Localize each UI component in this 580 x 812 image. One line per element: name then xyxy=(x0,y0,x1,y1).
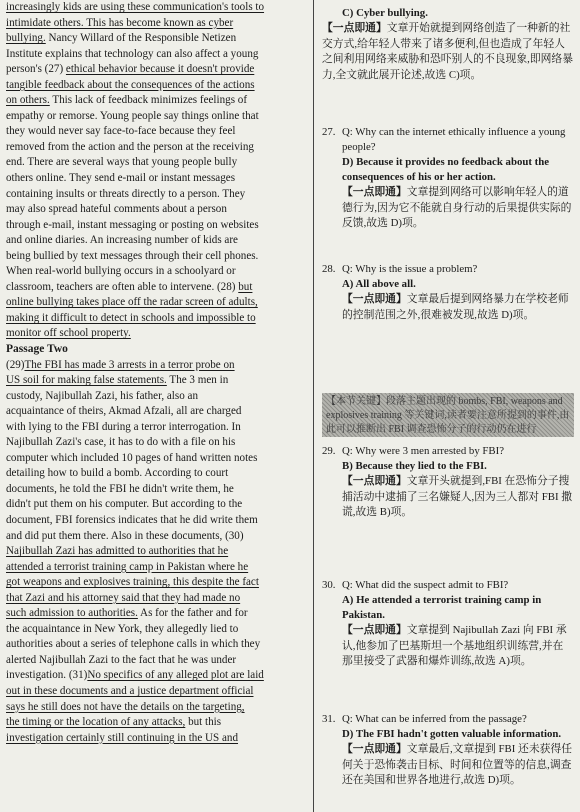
passage-line xyxy=(6,622,306,638)
question-text xyxy=(322,125,574,155)
passage-line xyxy=(6,202,306,218)
passage-line xyxy=(6,233,306,249)
passage-line xyxy=(6,606,306,622)
line-text: the timing or the location of any attacks, xyxy=(6,716,186,729)
passage-one-text xyxy=(6,0,306,342)
line-text: through e-mail, instant messaging or posting on websites xyxy=(6,218,259,231)
line-text: (29) xyxy=(6,358,25,371)
line-text: they would never say face-to-face because they feel xyxy=(6,125,236,138)
line-text-rest: The 3 men in xyxy=(166,374,229,387)
passage-line xyxy=(6,466,306,482)
line-text: alerted Najibullah Zazi to the fact that he was under xyxy=(6,653,237,666)
question-block-28 xyxy=(322,262,574,323)
passage-line xyxy=(6,280,306,296)
passage-line xyxy=(6,637,306,653)
line-text: monitor off school property. xyxy=(6,327,131,340)
line-text: with lying to the FBI during a terror interrogation. In xyxy=(6,420,241,433)
line-text: being bullied by text messages through their cell phones. xyxy=(6,249,259,262)
explanation-tag: 【一点即通】 xyxy=(342,475,407,487)
line-text-rest: but this xyxy=(185,716,222,729)
question-text xyxy=(322,444,574,459)
line-text: that Zazi and his attorney said that they had made no xyxy=(6,591,241,604)
answer-text: D) Because it provides no feedback about the consequences of his or her action. xyxy=(342,156,550,183)
passage-line xyxy=(6,358,306,374)
passage-line xyxy=(6,295,306,311)
explanation-text xyxy=(322,21,574,83)
question-body: Q: Why is the issue a problem? xyxy=(342,263,478,275)
passage-line xyxy=(6,715,306,731)
line-text: bullying. xyxy=(6,32,46,45)
passage-line xyxy=(6,482,306,498)
question-number: 29. xyxy=(322,445,336,457)
line-text: Najibullah Zazi has admitted to authorities that he xyxy=(6,545,229,558)
column-divider xyxy=(313,0,314,812)
passage-line xyxy=(6,420,306,436)
passage-line xyxy=(6,311,306,327)
question-block-31 xyxy=(322,712,574,789)
explanation-body: 文章提到网络可以影响年轻人的道德行为,因为它不能就自身行动的后果提供实际的反馈,故选 D)项。 xyxy=(342,186,572,229)
passage-line xyxy=(6,249,306,265)
passage-line xyxy=(6,451,306,467)
line-text: intimidate others. This has become known as cyber xyxy=(6,16,234,29)
passage-line xyxy=(6,700,306,716)
question-body: Q: Why were 3 men arrested by FBI? xyxy=(342,445,505,457)
line-text: investigation. (31) xyxy=(6,669,88,682)
passage-line xyxy=(6,62,306,78)
question-number: 28. xyxy=(322,263,336,275)
line-text: and did put them there. Also in these documents, (30) xyxy=(6,529,244,542)
explanation-text xyxy=(322,742,574,789)
line-text: computer which included 10 pages of hand written notes xyxy=(6,451,258,464)
question-block-29 xyxy=(322,444,574,521)
explanation-text xyxy=(322,474,574,521)
line-text: US soil for making false statements. xyxy=(6,374,167,387)
explanation-body: 文章最后,文章提到 FBI 还未获得任何关于恐怖袭击目标、时间和位置等的信息,调查还在美国和世界各地进行,故选 D)项。 xyxy=(342,743,573,786)
line-text: out in these documents and a justice department official xyxy=(6,685,254,698)
line-text: detailing how to build a bomb. According to court xyxy=(6,467,229,480)
line-text: When real-world bullying occurs in a schoolyard or xyxy=(6,265,236,278)
passage-line xyxy=(6,591,306,607)
question-block-30 xyxy=(322,578,574,670)
passage-line xyxy=(6,109,306,125)
passage-line xyxy=(6,373,306,389)
line-text: document, FBI forensics indicates that he did write them xyxy=(6,514,258,526)
passage-line xyxy=(6,47,306,63)
passage-line xyxy=(6,529,306,545)
passage-line xyxy=(6,155,306,171)
line-text: attended a terrorist training camp in Pakistan where he xyxy=(6,560,249,573)
explanation-text xyxy=(322,292,574,323)
line-text-underlined: this despite the fact xyxy=(170,576,259,589)
line-text: the acquaintance in New York, they allegedly lied to xyxy=(6,622,239,635)
passage-line xyxy=(6,264,306,280)
explanation-body: 文章开始就提到网络创造了一种新的社交方式,给年轻人带来了诸多便利,但也造成了年轻人之间利用网络来威胁和恐吓别人的不良现象,即网络暴力,全文就此展开论述,故选 C)项。 xyxy=(322,22,574,81)
line-text: and online diaries. An increasing number of kids are xyxy=(6,234,238,247)
passage-two-text xyxy=(6,358,306,747)
line-text: others online. They send e-mail or instant messages xyxy=(6,172,236,185)
line-text: end. There are several ways that young people bully xyxy=(6,156,238,169)
explanation-body: 文章开头就提到,FBI 在恐怖分子搜捕活动中逮捕了三名嫌疑人,因为三人都对 FBI 撒谎,故选 B)项。 xyxy=(342,475,573,518)
line-text-rest: As for the father and for xyxy=(137,607,248,620)
question-number: 27. xyxy=(322,126,336,138)
explanation-tag: 【一点即通】 xyxy=(342,293,407,305)
passage-column xyxy=(6,0,306,746)
passage-line xyxy=(6,544,306,560)
line-text: on others. xyxy=(6,94,50,107)
passage-line xyxy=(6,731,306,747)
line-text: online bullying takes place off the radar screen of adults, xyxy=(6,296,258,309)
question-text xyxy=(322,262,574,277)
answer-text: C) Cyber bullying. xyxy=(342,7,428,19)
line-text-underlined: The FBI has made 3 arrests in a terror probe on xyxy=(24,358,235,371)
answer-text: B) Because they lied to the FBI. xyxy=(342,460,487,472)
answer-text: A) All above all. xyxy=(342,278,416,290)
passage-two-heading: Passage Two xyxy=(6,343,68,356)
line-text: Najibullah Zazi's case, it has to do with a file on his xyxy=(6,436,236,449)
question-number: 31. xyxy=(322,713,336,725)
line-text: increasingly kids are using these communication's tools to xyxy=(6,1,265,13)
line-text: documents, he told the FBI he didn't write them, he xyxy=(6,482,234,495)
passage-line xyxy=(6,0,306,16)
line-text: removed from the action and the person at the receiving xyxy=(6,140,254,153)
passage-line xyxy=(6,31,306,47)
line-text: didn't put them on his computer. But according to the xyxy=(6,498,243,511)
passage-line xyxy=(6,218,306,234)
passage-line xyxy=(6,140,306,156)
line-text: authorities about a series of telephone calls in which they xyxy=(6,638,261,651)
line-text: Institute explains that technology can also affect a young xyxy=(6,47,259,60)
question-body: Q: What did the suspect admit to FBI? xyxy=(342,579,509,591)
line-text-underlined: ethical behavior because it doesn't provide xyxy=(65,63,255,76)
question-body: Q: What can be inferred from the passage? xyxy=(342,713,527,725)
line-text: says he still does not have the details on the targeting, xyxy=(6,700,245,713)
passage-line xyxy=(6,575,306,591)
passage-line xyxy=(6,326,306,342)
passage-line xyxy=(6,435,306,451)
answer-text: D) The FBI hadn't gotten valuable information. xyxy=(342,728,562,740)
line-text: got weapons and explosives training, xyxy=(6,576,171,589)
passage-line xyxy=(6,124,306,140)
line-text: person's (27) xyxy=(6,63,66,76)
question-block-27 xyxy=(322,125,574,232)
passage-line xyxy=(6,560,306,576)
answer-text: A) He attended a terrorist training camp in Pakistan. xyxy=(342,594,542,621)
passage-line xyxy=(6,684,306,700)
line-text-rest: Nancy Willard of the Responsible Netizen xyxy=(45,32,237,45)
passage-line xyxy=(6,497,306,513)
line-text: may also spread hateful comments about a person xyxy=(6,203,227,216)
explanation-body: 文章提到 Najibullah Zazi 向 FBI 承认,他参加了巴基斯坦一个基地组织训练营,并在那里接受了武器和爆炸训练,故选 A)项。 xyxy=(342,624,567,667)
explanation-tag: 【一点即通】 xyxy=(322,22,387,34)
question-body: Q: Why can the internet ethically influence a young people? xyxy=(342,126,566,153)
line-text-underlined: No specifics of any alleged plot are laid xyxy=(87,669,264,682)
passage-line xyxy=(6,16,306,32)
line-text-rest: This lack of feedback minimizes feelings of xyxy=(49,94,248,107)
passage-line xyxy=(6,93,306,109)
passage-line xyxy=(6,653,306,669)
explanation-tag: 【一点即通】 xyxy=(342,186,407,198)
passage-line xyxy=(6,668,306,684)
line-text: classroom, teachers are often able to intervene. (28) xyxy=(6,280,239,293)
passage-line xyxy=(6,171,306,187)
answer-block-26 xyxy=(322,6,574,83)
question-number: 30. xyxy=(322,579,336,591)
passage-line xyxy=(6,187,306,203)
line-text: making it difficult to detect in schools and impossible to xyxy=(6,311,256,324)
passage-line xyxy=(6,404,306,420)
explanation-text xyxy=(322,623,574,670)
line-text: such admission to authorities. xyxy=(6,607,138,620)
explanation-tag: 【一点即通】 xyxy=(342,624,407,636)
line-text: tangible feedback about the consequences of the actions xyxy=(6,78,255,91)
line-text: custody, Najibullah Zazi, his father, also an xyxy=(6,389,198,402)
question-text xyxy=(322,712,574,727)
explanation-body: 文章最后提到网络暴力在学校老师的控制范围之外,很难被发现,故选 D)项。 xyxy=(342,293,569,321)
passage-line xyxy=(6,389,306,405)
passage-line xyxy=(6,513,306,529)
line-text: investigation certainly still continuing in the US and xyxy=(6,731,239,744)
note-banner: 【本节关键】段落主题出现的 bombs, FBI, weapons and explosives training 等关键词,读者要注意所提到的事件,由此可以推断出 FBI 调查恐怖分子的行动仍在进行 xyxy=(322,393,574,437)
explanation-tag: 【一点即通】 xyxy=(342,743,407,755)
line-text: empathy or remorse. Young people say things online that xyxy=(6,109,259,122)
passage-line xyxy=(6,78,306,94)
line-text-underlined: but xyxy=(238,280,253,293)
explanation-text xyxy=(322,185,574,232)
question-text xyxy=(322,578,574,593)
line-text: containing insults or threats directly to a person. They xyxy=(6,187,246,200)
line-text: acquaintance of theirs, Akmad Afzali, all are charged xyxy=(6,405,242,418)
